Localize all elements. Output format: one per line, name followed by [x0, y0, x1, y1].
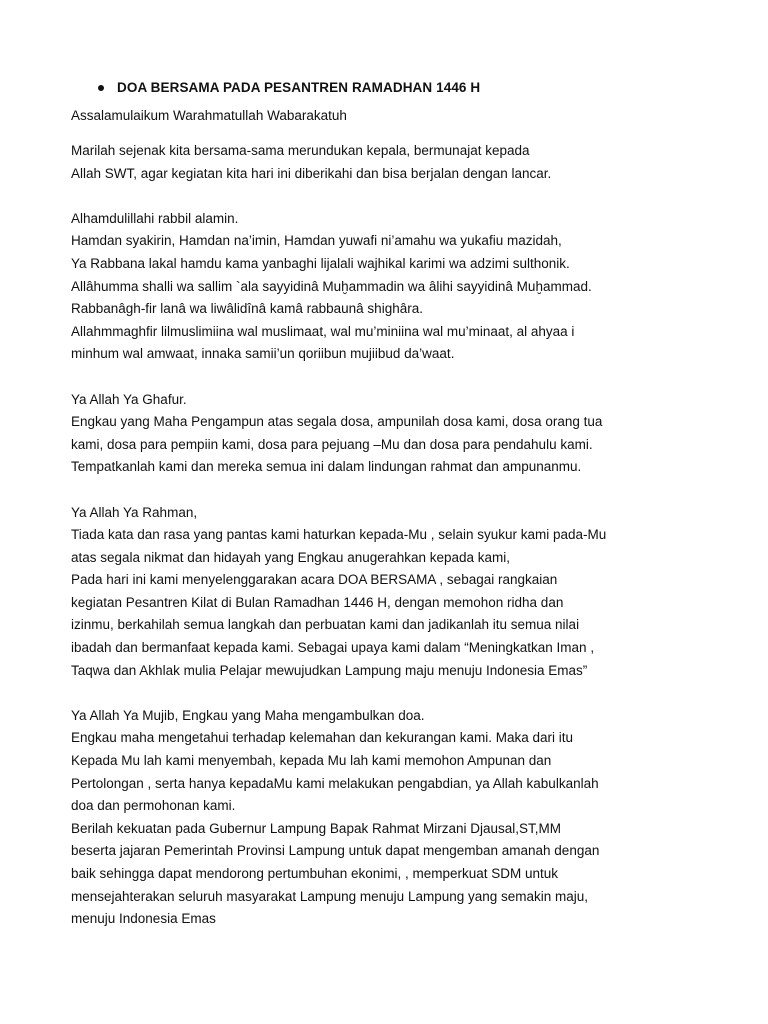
text-line: kegiatan Pesantren Kilat di Bulan Ramadhan 1446 H, dengan memohon ridha dan [71, 594, 564, 610]
paragraph-spacer [71, 479, 691, 502]
text-line: minhum wal amwaat, innaka samii’un qoriibun mujiibud da’waat. [71, 346, 455, 362]
text-line: Allâhumma shalli wa sallim `ala sayyidinâ Muḫammadin wa âlihi sayyidinâ Muḫammad. [71, 278, 592, 294]
text-line: doa dan permohonan kami. [71, 798, 236, 814]
text-line: mensejahterakan seluruh masyarakat Lampung menuju Lampung yang semakin maju, [71, 888, 589, 904]
text-line: Tempatkanlah kami dan mereka semua ini dalam lindungan rahmat dan ampunanmu. [71, 459, 582, 475]
text-line: Rabbanâgh-fir lanâ wa liwâlidînâ kamâ rabbaunâ shighâra. [71, 301, 423, 317]
paragraph-spacer [71, 366, 691, 389]
greeting-line: Assalamulaikum Warahmatullah Wabarakatuh [71, 108, 347, 123]
text-line: Alhamdulillahi rabbil alamin. [71, 210, 239, 226]
text-line: Hamdan syakirin, Hamdan na’imin, Hamdan yuwafi ni’amahu wa yukafiu mazidah, [71, 233, 562, 249]
text-line: Engkau maha mengetahui terhadap kelemahan dan kekurangan kami. Maka dari itu [71, 730, 574, 746]
paragraph-opening [71, 140, 691, 185]
text-line: Ya Allah Ya Mujib, Engkau yang Maha mengambulkan doa. [71, 707, 425, 723]
paragraph-ghafur [71, 389, 691, 479]
paragraph-rahman [71, 502, 691, 683]
document-body [71, 140, 691, 931]
text-line: Berilah kekuatan pada Gubernur Lampung Bapak Rahmat Mirzani Djausal,ST,MM [71, 820, 562, 836]
text-line: Taqwa dan Akhlak mulia Pelajar mewujudkan Lampung maju menuju Indonesia Emas” [71, 662, 588, 678]
text-line: Engkau yang Maha Pengampun atas segala dosa, ampunilah dosa kami, dosa orang tua [71, 414, 603, 430]
document-title: DOA BERSAMA PADA PESANTREN RAMADHAN 1446 H [117, 80, 481, 95]
paragraph-spacer [71, 185, 691, 208]
text-line: Tiada kata dan rasa yang pantas kami haturkan kepada-Mu , selain syukur kami pada-Mu [71, 527, 607, 543]
paragraph-spacer [71, 682, 691, 705]
text-line: menuju Indonesia Emas [71, 911, 216, 927]
text-line: baik sehingga dapat mendorong pertumbuhan ekonimi, , memperkuat SDM untuk [71, 866, 559, 881]
text-line: Kepada Mu lah kami menyembah, kepada Mu lah kami memohon Ampunan dan [71, 753, 552, 769]
text-line: Ya Allah Ya Rahman, [71, 504, 198, 520]
text-line: izinmu, berkahilah semua langkah dan perbuatan kami dan jadikanlah itu semua nilai [71, 617, 580, 633]
text-line: Ya Allah Ya Ghafur. [71, 391, 187, 407]
paragraph-mujib [71, 705, 691, 931]
text-line: Allah SWT, agar kegiatan kita hari ini diberikahi dan bisa berjalan dengan lancar. [71, 165, 552, 181]
text-line: Pada hari ini kami menyelenggarakan acara DOA BERSAMA , sebagai rangkaian [71, 572, 558, 588]
bullet-icon [98, 85, 104, 91]
text-line: Pertolongan , serta hanya kepadaMu kami melakukan pengabdian, ya Allah kabulkanlah [71, 775, 599, 791]
text-line: Marilah sejenak kita bersama-sama merundukan kepala, bermunajat kepada [71, 143, 530, 158]
text-line: Allahmmaghfir lilmuslimiina wal muslimaat, wal mu’miniina wal mu’minaat, al ahyaa i [71, 323, 575, 339]
text-line: Ya Rabbana lakal hamdu kama yanbaghi lijalali wajhikal karimi wa adzimi sulthonik. [71, 255, 570, 271]
text-line: atas segala nikmat dan hidayah yang Engkau anugerahkan kepada kami, [71, 549, 511, 565]
text-line: kami, dosa para pempiin kami, dosa para pejuang –Mu dan dosa para pendahulu kami. [71, 436, 593, 452]
text-line: ibadah dan bermanfaat kepada kami. Sebagai upaya kami dalam “Meningkatkan Iman , [71, 640, 595, 656]
title-list-item [92, 78, 732, 98]
paragraph-praise [71, 208, 691, 366]
text-line: beserta jajaran Pemerintah Provinsi Lampung untuk dapat mengemban amanah dengan [71, 843, 600, 859]
